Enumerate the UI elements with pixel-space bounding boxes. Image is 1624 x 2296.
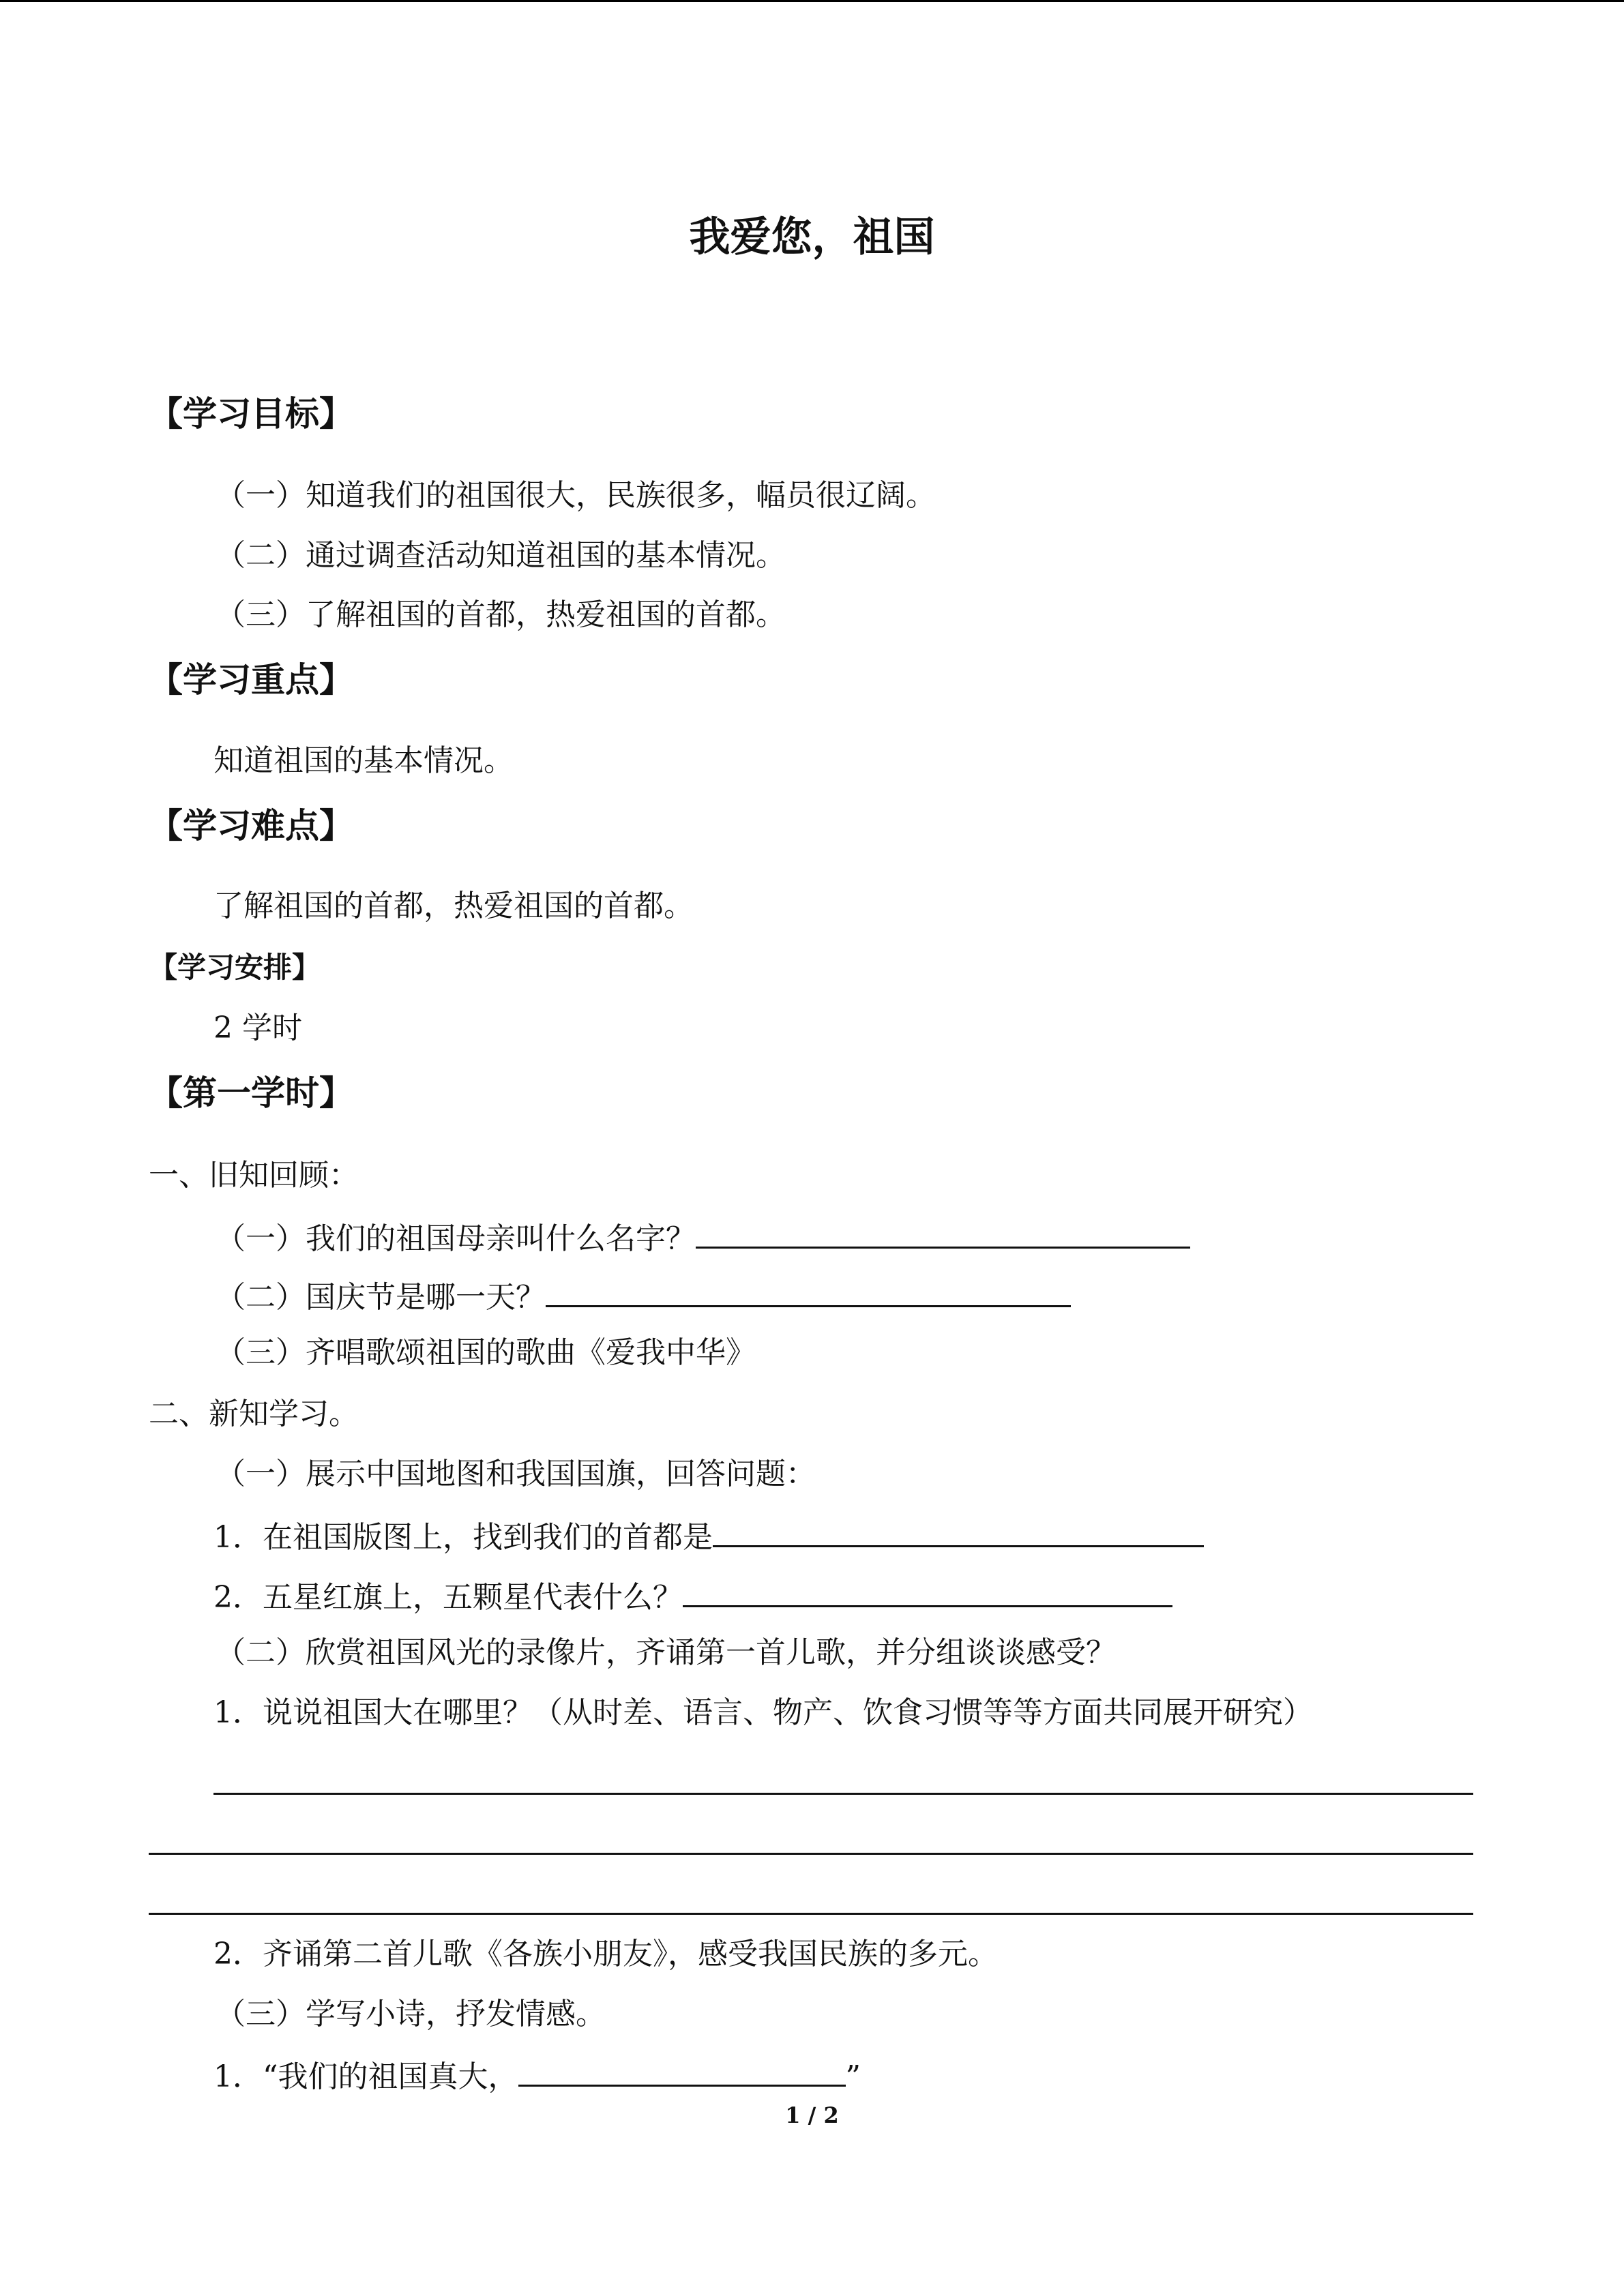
- answer-blank[interactable]: [518, 2059, 846, 2087]
- heading-objectives: 【学习目标】: [149, 394, 353, 434]
- answer-blank[interactable]: [696, 1221, 1190, 1249]
- answer-line-3[interactable]: [149, 1913, 1473, 1915]
- new-learning-part-2: （二）欣赏祖国风光的录像片，齐诵第一首儿歌，并分组谈谈感受？: [216, 1635, 1116, 1670]
- page-title: 我爱您，祖国: [689, 213, 935, 261]
- part-3-question-1: [213, 2059, 861, 2092]
- review-question-3: （三）齐唱歌颂祖国的歌曲《爱我中华》: [216, 1335, 756, 1370]
- new-learning-heading: 二、新知学习。: [149, 1397, 359, 1431]
- objective-item-1: （一）知道我们的祖国很大，民族很多，幅员很辽阔。: [216, 478, 936, 513]
- heading-difficulties: 【学习难点】: [149, 806, 353, 846]
- review-question-2: [216, 1279, 1071, 1313]
- review-heading: 一、旧知回顾：: [149, 1158, 359, 1193]
- new-learning-part-3: （三）学写小诗，抒发情感。: [216, 1997, 606, 2031]
- answer-blank[interactable]: [683, 1579, 1172, 1607]
- heading-first-lesson: 【第一学时】: [149, 1073, 353, 1113]
- schedule-text: 2 学时: [213, 1011, 302, 1045]
- objective-item-3: （三）了解祖国的首都，热爱祖国的首都。: [216, 597, 786, 632]
- part-2-question-1: 1．说说祖国大在哪里？（从时差、语言、物产、饮食习惯等等方面共同展开研究）: [213, 1695, 1313, 1730]
- part-1-question-1-text: 1．在祖国版图上，找到我们的首都是: [213, 1520, 713, 1555]
- part-1-question-2-text: 2．五星红旗上，五颗星代表什么？: [213, 1580, 683, 1615]
- answer-line-1[interactable]: [213, 1793, 1473, 1795]
- review-question-2-text: （二）国庆节是哪一天？: [216, 1280, 546, 1315]
- difficulty-text: 了解祖国的首都，热爱祖国的首都。: [213, 889, 694, 923]
- part-3-question-1-close: ”: [845, 2059, 861, 2094]
- part-3-question-1-open: 1．“我们的祖国真大，: [213, 2059, 518, 2094]
- answer-line-2[interactable]: [149, 1853, 1473, 1855]
- review-question-1-text: （一）我们的祖国母亲叫什么名字？: [216, 1221, 696, 1256]
- objective-item-2: （二）通过调查活动知道祖国的基本情况。: [216, 538, 786, 573]
- answer-blank[interactable]: [713, 1519, 1204, 1547]
- new-learning-part-1: （一）展示中国地图和我国国旗，回答问题：: [216, 1457, 816, 1491]
- part-2-question-2: 2．齐诵第二首儿歌《各族小朋友》，感受我国民族的多元。: [213, 1937, 998, 1971]
- answer-blank[interactable]: [546, 1279, 1071, 1307]
- review-question-1: [216, 1221, 1190, 1254]
- page-top-border: [0, 0, 1624, 2]
- part-1-question-1: [213, 1519, 1204, 1553]
- heading-key-points: 【学习重点】: [149, 660, 353, 700]
- heading-schedule: 【学习安排】: [149, 951, 321, 984]
- page-number: 1 / 2: [785, 2102, 839, 2128]
- part-1-question-2: [213, 1579, 1172, 1613]
- key-point-text: 知道祖国的基本情况。: [213, 743, 514, 778]
